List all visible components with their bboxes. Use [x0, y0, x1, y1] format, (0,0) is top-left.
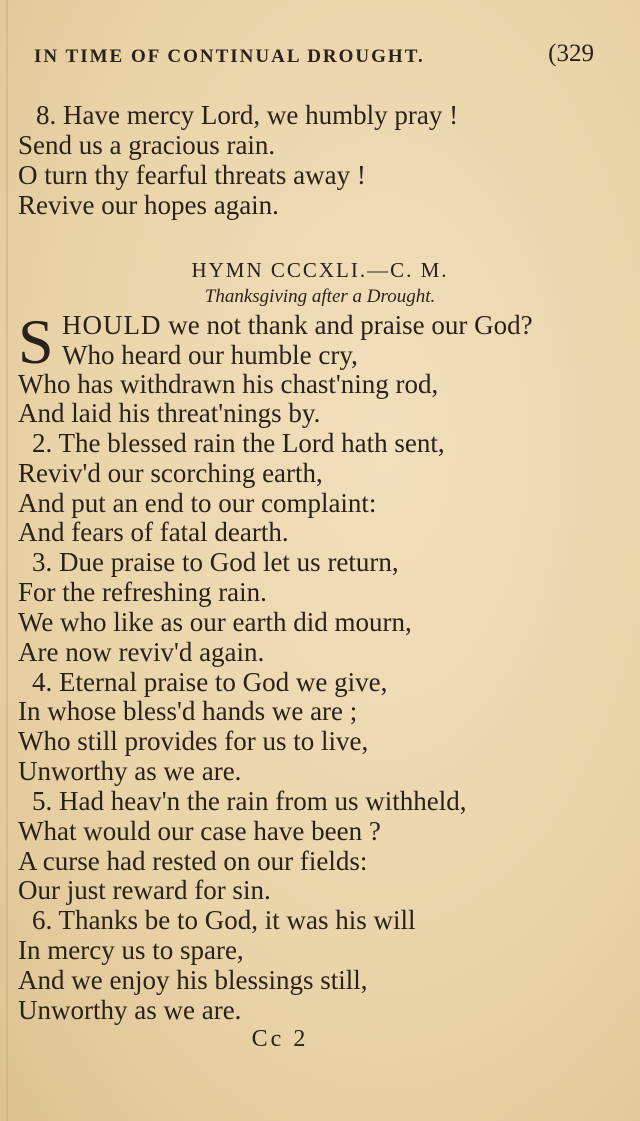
- verse-line: 4. Eternal praise to God we give,: [32, 667, 388, 697]
- first-word: HOULD: [62, 310, 162, 340]
- first-line: [62, 310, 533, 340]
- verse-line: For the refreshing rain.: [18, 577, 267, 607]
- verse-line: Who still provides for us to live,: [18, 726, 369, 756]
- verse-line: What would our case have been ?: [18, 816, 381, 846]
- verse-line: Unworthy as we are.: [18, 995, 242, 1025]
- verse-line: And we enjoy his blessings still,: [18, 965, 368, 995]
- verse-line: Revive our hopes again.: [18, 190, 279, 220]
- verse-line: We who like as our earth did mourn,: [18, 607, 412, 637]
- verse-line: Reviv'd our scorching earth,: [18, 458, 323, 488]
- signature-mark: Cc 2: [251, 1026, 309, 1052]
- running-title: IN TIME OF CONTINUAL DROUGHT.: [34, 46, 425, 67]
- verse-line: Send us a gracious rain.: [18, 130, 276, 160]
- verse-line: 6. Thanks be to God, it was his will: [32, 905, 416, 935]
- verse-line: Who has withdrawn his chast'ning rod,: [18, 369, 439, 399]
- hymn-subtitle: Thanksgiving after a Drought.: [204, 286, 436, 307]
- verse-line: 3. Due praise to God let us return,: [32, 547, 399, 577]
- first-line-text: we not thank and praise our God?: [168, 310, 533, 340]
- verse-line: And laid his threat'nings by.: [18, 398, 321, 428]
- drop-cap: S: [18, 306, 54, 377]
- verse-line: 2. The blessed rain the Lord hath sent,: [32, 428, 445, 458]
- verse-line: O turn thy fearful threats away !: [18, 160, 366, 190]
- verse-line: A curse had rested on our fields:: [18, 846, 368, 876]
- verse-line: Are now reviv'd again.: [18, 637, 265, 667]
- verse-line: 5. Had heav'n the rain from us withheld,: [32, 786, 467, 816]
- page-number: (329: [548, 40, 594, 67]
- verse-line: 8. Have mercy Lord, we humbly pray !: [36, 100, 459, 130]
- verse-line: Who heard our humble cry,: [62, 340, 358, 370]
- verse-line: In mercy us to spare,: [18, 935, 244, 965]
- verse-line: In whose bless'd hands we are ;: [18, 696, 358, 726]
- page-edge: [6, 0, 8, 1121]
- verse-line: Unworthy as we are.: [18, 756, 242, 786]
- hymn-title: HYMN CCCXLI.—C. M.: [191, 258, 449, 282]
- running-header: [34, 40, 594, 68]
- verse-line: And put an end to our complaint:: [18, 488, 377, 518]
- verse-line: Our just reward for sin.: [18, 875, 271, 905]
- verse-line: And fears of fatal dearth.: [18, 517, 289, 547]
